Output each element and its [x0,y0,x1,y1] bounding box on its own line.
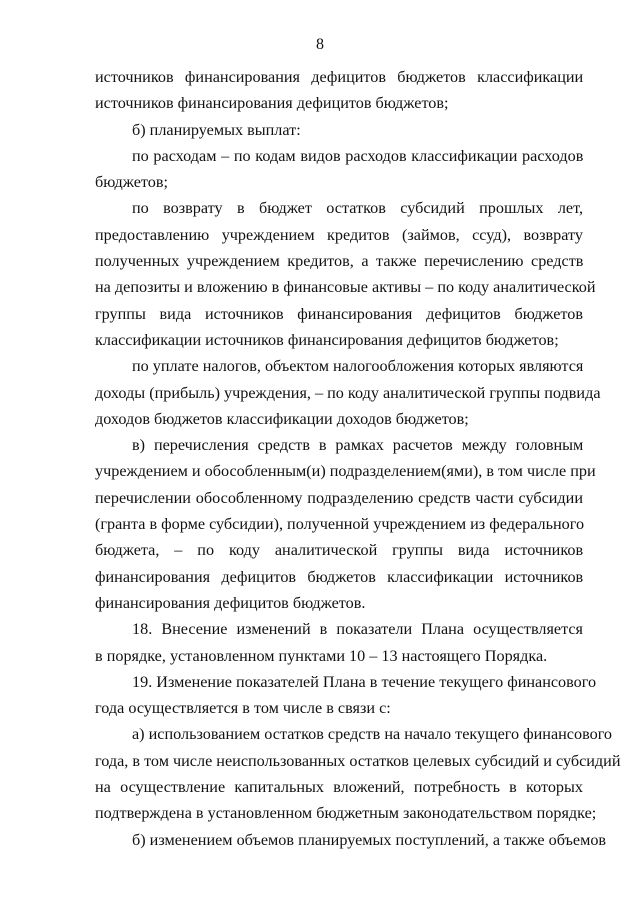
text-line: б) планируемых выплат: [132,120,301,139]
paragraph [95,721,621,826]
paragraph [95,64,583,117]
text-line: предоставлению учреждением кредитов (займов, ссуд), возврату [95,225,583,244]
text-line: в порядке, установленном пунктами 10 – 13 настоящего Порядка. [95,646,548,665]
text-line: по уплате налогов, объектом налогообложения которых являются [132,357,584,376]
text-line: года, в том числе неиспользованных остатков целевых субсидий и субсидий [95,751,621,770]
paragraph [95,616,583,669]
text-line: бюджета, – по коду аналитической группы вида источников [95,541,584,560]
text-line: на депозиты и вложению в финансовые активы – по коду аналитической [95,278,596,297]
text-line: 18. Внесение изменений в показатели Плана осуществляется [132,620,583,639]
text-line: бюджетов; [95,173,168,192]
paragraph [95,143,583,196]
text-line: перечислении обособленному подразделению средств части субсидии [95,488,583,507]
text-line: по расходам – по кодам видов расходов классификации расходов [132,146,584,165]
text-line: доходов бюджетов классификации доходов бюджетов; [95,409,469,428]
text-line: 19. Изменение показателей Плана в течение текущего финансового [132,672,597,691]
text-line: учреждением и обособленным(и) подразделением(ями), в том числе при [95,462,596,481]
paragraph [95,117,583,143]
text-line: группы вида источников финансирования дефицитов бюджетов [95,304,583,323]
text-line: источников финансирования дефицитов бюджетов классификации [95,68,584,86]
paragraph [95,195,596,353]
paragraph [95,432,596,616]
text-line: по возврату в бюджет остатков субсидий прошлых лет, [132,199,583,218]
text-line: источников финансирования дефицитов бюджетов; [95,94,449,113]
text-line: б) изменением объемов планируемых поступлений, а также объемов [132,830,607,849]
text-line: классификации источников финансирования дефицитов бюджетов; [95,330,559,349]
text-line: доходы (прибыль) учреждения, – по коду аналитической группы подвида [95,383,601,402]
paragraph [95,353,601,432]
text-line: в) перечисления средств в рамках расчетов между головным [132,436,584,455]
text-line: а) использованием остатков средств на начало текущего финансового [132,725,613,744]
text-line: полученных учреждением кредитов, а также перечислению средств [95,252,584,271]
text-line: финансирования дефицитов бюджетов классификации источников [95,567,584,586]
page-number: 8 [316,36,324,53]
text-line: года осуществляется в том числе в связи с: [95,699,391,718]
text-line: на осуществление капитальных вложений, потребность в которых [95,778,583,797]
text-line: (гранта в форме субсидии), полученной учреждением из федерального [95,515,585,534]
text-line: финансирования дефицитов бюджетов. [95,593,366,612]
paragraph [95,669,597,722]
document-body [95,64,621,853]
paragraph [95,827,607,853]
text-line: подтверждена в установленном бюджетным законодательством порядке; [95,804,597,823]
